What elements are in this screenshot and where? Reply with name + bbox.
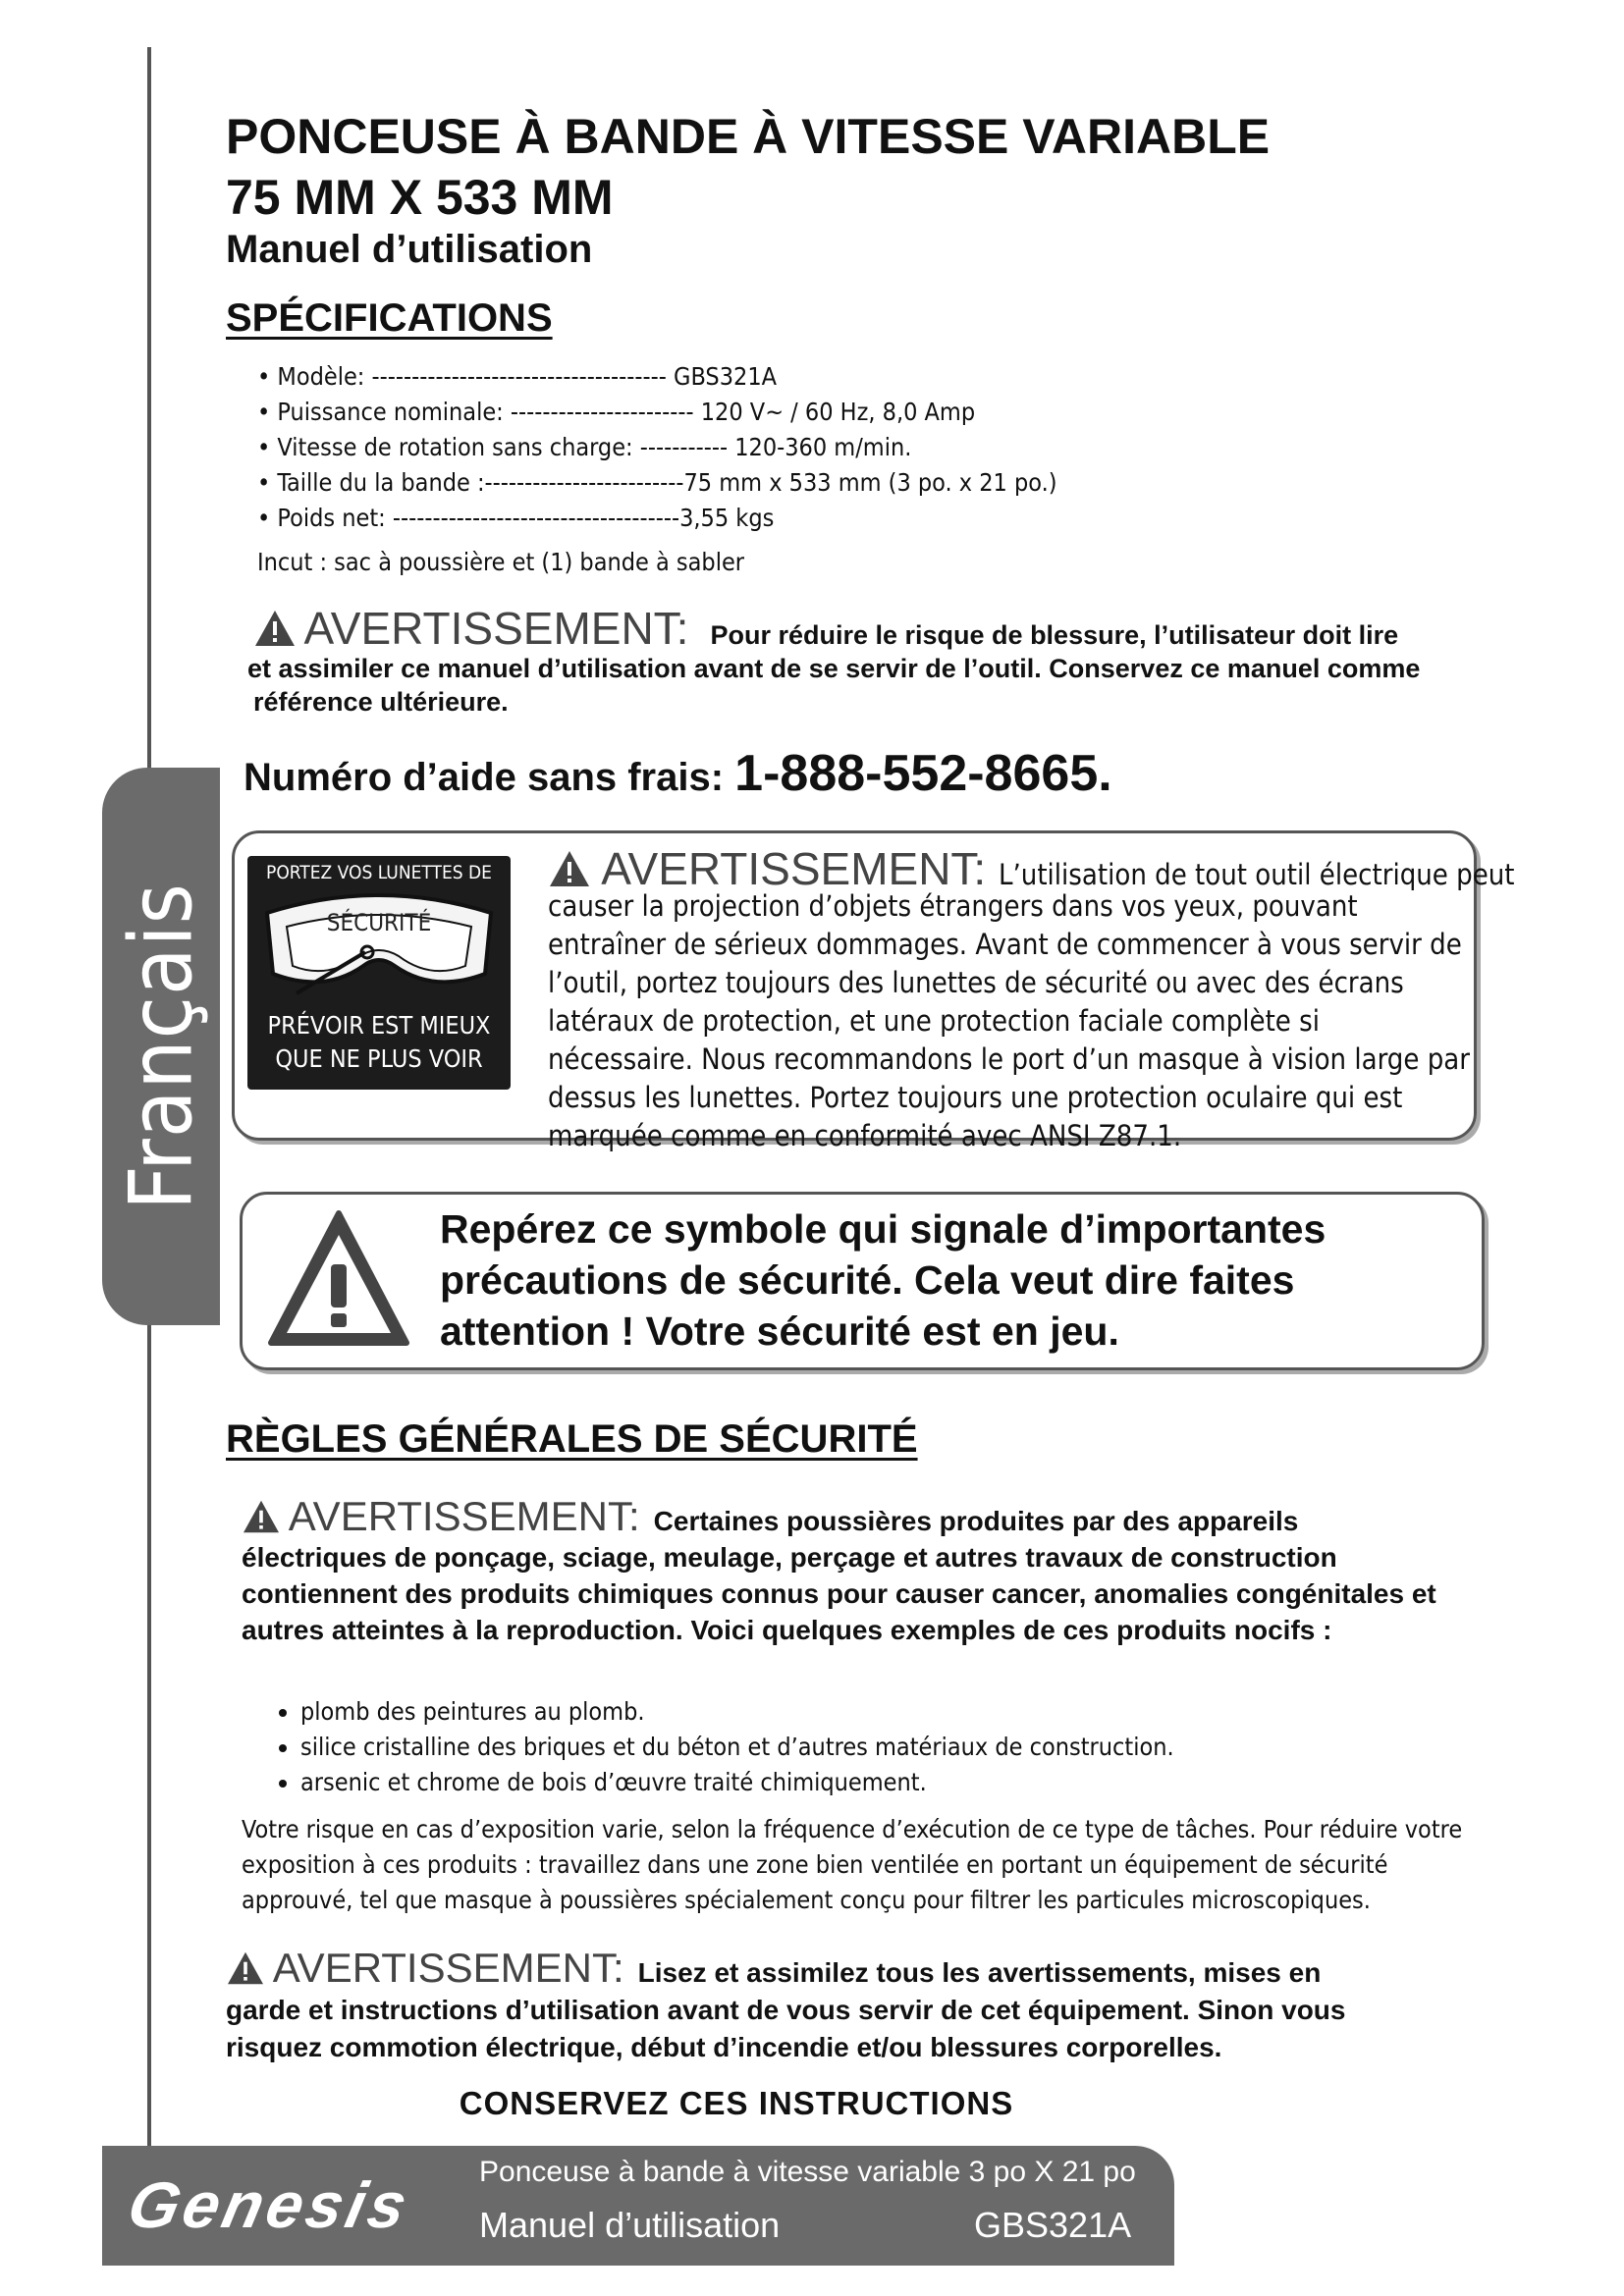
badge-top-text: PORTEZ VOS LUNETTES DE [266,862,492,883]
page-title-dimensions: 75 MM X 533 MM [226,170,614,225]
general-rules-heading: RÈGLES GÉNÉRALES DE SÉCURITÉ [226,1417,918,1461]
eye-warning-text: causer la projection d’objets étrangers dans vos yeux, pouvant entraîner de sérieux dommages. Avant de commencer à vous servir de l’outil, portez toujours des lunettes de sécurité ou avec des écrans latéraux de protection, et une protection faciale complète si nécessaire. Nous recommandons le port d’un masque à vision large par dessus les lunettes. Portez toujours une protection oculaire qui est marquée comme en conformité avec ANSI Z87.1. [548,889,1470,1152]
warning-text-first: L’utilisation de tout outil électrique peut [998,858,1515,891]
warning-text-first: Certaines poussières produites par des appareils [653,1506,1299,1536]
warning-text-rest: et assimiler ce manuel d’utilisation avant de se servir de l’outil. Conservez ce manuel comme référence ultérieure. [247,654,1421,717]
spec-item: • Taille du la bande :-------------------------75 mm x 533 mm (3 po. x 21 po.) [257,468,1057,497]
spec-item: • Puissance nominale: ----------------------- 120 V~ / 60 Hz, 8,0 Amp [257,398,976,426]
list-item: • silice cristalline des briques et du béton et d’autres matériaux de construction. [300,1730,1174,1765]
dust-warning [242,1493,1449,1648]
specifications-heading: SPÉCIFICATIONS [226,296,553,340]
warning-triangle-icon [265,1205,412,1353]
warning-text-rest: électriques de ponçage, sciage, meulage, perçage et autres travaux de construction contiennent des produits chimiques connus pour causer cancer, anomalies congénitales et autres atteintes à la reproduction. Voici quelques exemples de ces produits nocifs : [242,1542,1436,1645]
warning-text-first: Pour réduire le risque de blessure, l’utilisateur doit lire [710,620,1399,650]
warning-triangle-icon [253,609,297,648]
page-title: PONCEUSE À BANDE À VITESSE VARIABLE [226,109,1271,164]
warning-triangle-icon [226,1950,265,1986]
language-tab-label: Français [110,882,212,1210]
warning-text-first: Lisez et assimilez tous les avertissements, mises en [637,1957,1322,1988]
warning-read-manual [247,603,1471,719]
spec-item: • Poids net: ------------------------------------3,55 kgs [257,504,775,532]
helpline [244,744,1112,803]
spec-item: • Modèle: ------------------------------------- GBS321A [257,362,778,391]
keep-instructions: CONSERVEZ CES INSTRUCTIONS [459,2085,1014,2121]
exposure-paragraph: Votre risque en cas d’exposition varie, selon la fréquence d’exécution de ce type de tâches. Pour réduire votre exposition à ces produits : travaillez dans une zone bien ventilée en portant un équipement de sécurité approuvé, tel que masque à poussières spécialement conçu pour filtrer les particules microscopiques. [242,1815,1463,1914]
list-item: • arsenic et chrome de bois d’œuvre traité chimiquement. [300,1765,1174,1800]
warning-label: AVERTISSEMENT: [601,843,987,894]
badge-slogan-line2: QUE NE PLUS VOIR [275,1044,483,1073]
warning-label: AVERTISSEMENT: [288,1493,640,1539]
warning-label: AVERTISSEMENT: [303,603,689,654]
warning-triangle-icon [548,849,591,888]
footer-product-name: Ponceuse à bande à vitesse variable 3 po X 21 po [479,2156,1136,2188]
hazard-list [275,1694,1174,1800]
warning-text-rest: garde et instructions d’utilisation avant de vous servir de cet équipement. Sinon vous risquez commotion électrique, début d’incendie et/ou blessures corporelles. [226,1995,1346,2062]
read-all-warning [226,1945,1443,2066]
specifications-list [257,359,1057,536]
safety-symbol-text: Repérez ce symbole qui signale d’importantes précautions de sécurité. Cela veut dire faites attention ! Votre sécurité est en jeu. [440,1206,1326,1354]
language-tab [102,768,220,1325]
warning-label: AVERTISSEMENT: [272,1945,624,1991]
list-item: • plomb des peintures au plomb. [300,1694,1174,1730]
brand-logo: Genesis [122,2168,417,2241]
helpline-label: Numéro d’aide sans frais: [244,756,725,799]
safety-goggles-icon [257,883,501,1001]
footer-model-number: GBS321A [974,2205,1132,2245]
footer-manual-label: Manuel d’utilisation [479,2205,781,2245]
badge-slogan-line1: PRÉVOIR EST MIEUX [267,1011,491,1040]
helpline-number: 1-888-552-8665. [734,745,1112,802]
spec-item: • Vitesse de rotation sans charge: ----------- 120-360 m/min. [257,433,912,461]
warning-triangle-icon [242,1499,281,1534]
page-subtitle: Manuel d’utilisation [226,228,593,271]
included-items-note: Incut : sac à poussière et (1) bande à sabler [257,548,745,576]
badge-middle-text: SÉCURITÉ [326,909,432,936]
